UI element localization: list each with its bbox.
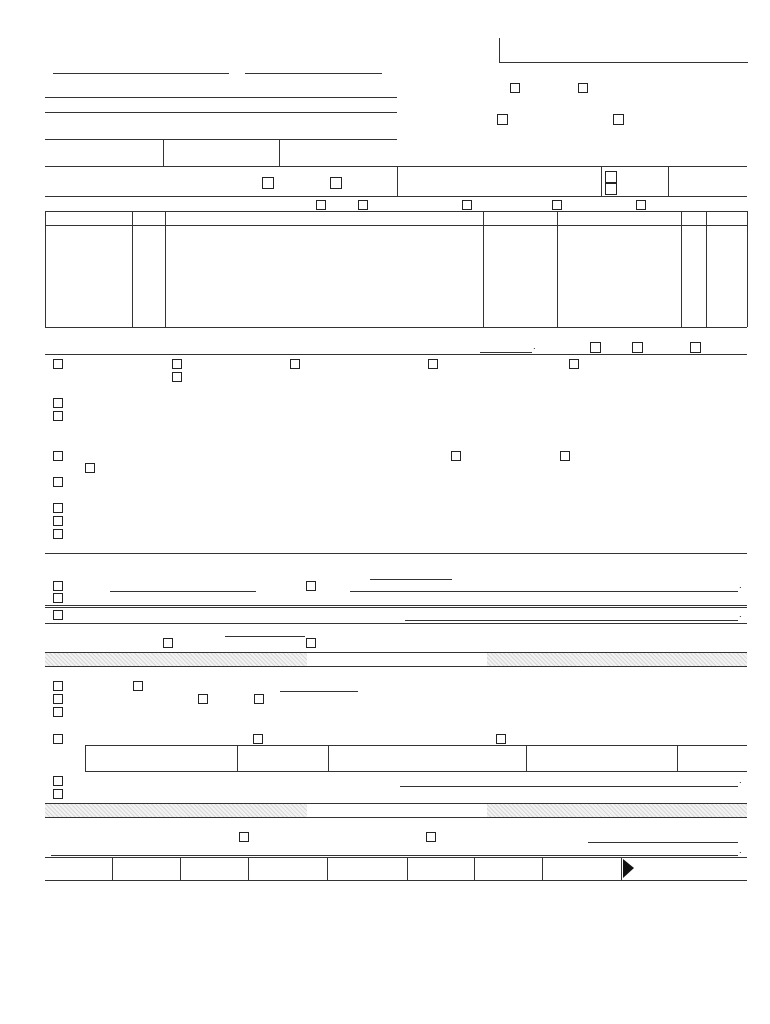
hate-crime-checkbox[interactable] — [428, 359, 438, 369]
other-custody-field[interactable] — [350, 591, 738, 592]
alford-checkbox[interactable] — [358, 200, 368, 210]
county-line[interactable] — [53, 73, 229, 74]
level-2-checkbox[interactable] — [632, 342, 643, 353]
term-field[interactable] — [370, 579, 452, 580]
waived-attorney-checkbox[interactable] — [330, 177, 342, 189]
monetary-band — [45, 803, 747, 818]
suspension-4-checkbox[interactable] — [53, 776, 63, 786]
finding-8-checkbox[interactable] — [53, 529, 63, 539]
comply-file-field[interactable] — [400, 786, 738, 787]
probation-months-field[interactable] — [280, 691, 358, 692]
suspension-5-checkbox[interactable] — [53, 789, 63, 799]
schedule-field[interactable] — [588, 842, 738, 843]
no-contest-checkbox[interactable] — [462, 200, 472, 210]
gang-misdemeanor-checkbox[interactable] — [569, 359, 579, 369]
supervision-checkbox[interactable] — [53, 681, 63, 691]
offense-table-body[interactable] — [46, 226, 746, 326]
credit-days-field[interactable] — [225, 636, 305, 637]
expiration-checkbox[interactable] — [53, 610, 63, 620]
trial-jury-checkbox[interactable] — [636, 200, 646, 210]
finding-2-checkbox[interactable] — [53, 398, 63, 408]
drugs-checkbox[interactable] — [290, 359, 300, 369]
level-1-checkbox[interactable] — [590, 342, 601, 353]
finding-1b-checkbox[interactable] — [172, 372, 182, 382]
seat-line[interactable] — [245, 73, 382, 74]
appointed-checkbox[interactable] — [605, 171, 617, 183]
prior-convictions-field[interactable] — [480, 352, 532, 353]
community-checkbox[interactable] — [497, 114, 508, 125]
finding-1a-checkbox[interactable] — [172, 359, 182, 369]
intermediate-checkbox[interactable] — [613, 114, 624, 125]
expiration-sentence-checkbox[interactable] — [496, 734, 506, 744]
schedule-officer-checkbox[interactable] — [239, 832, 249, 842]
shorter-checkbox[interactable] — [254, 694, 264, 704]
unsupervised-checkbox[interactable] — [133, 681, 143, 691]
suspension-2-checkbox[interactable] — [53, 707, 63, 717]
monetary-title — [307, 804, 487, 817]
finding-7-checkbox[interactable] — [53, 516, 63, 526]
district-checkbox[interactable] — [510, 83, 520, 93]
other-custody-checkbox[interactable] — [306, 581, 316, 591]
suspension-title — [307, 653, 487, 666]
released-checkbox[interactable] — [253, 734, 263, 744]
suspension-3-checkbox[interactable] — [53, 734, 63, 744]
trial-judge-checkbox[interactable] — [552, 200, 562, 210]
finding-4-special-checkbox[interactable] — [85, 463, 95, 473]
schedule-court-checkbox[interactable] — [426, 832, 436, 842]
sexual-abuse-checkbox[interactable] — [560, 451, 570, 461]
plea-checkbox[interactable] — [316, 200, 326, 210]
total-arrow-icon — [622, 857, 636, 880]
suspension-1-checkbox[interactable] — [53, 694, 63, 704]
finding-1-checkbox[interactable] — [53, 359, 63, 369]
sheriff-county-field[interactable] — [110, 591, 256, 592]
suspension-band — [45, 652, 747, 667]
expiration-file-field[interactable] — [405, 620, 738, 621]
file-no-field[interactable] — [499, 38, 748, 63]
special-probation-checkbox[interactable] — [306, 638, 316, 648]
defendant-name-field[interactable] — [45, 124, 397, 138]
schedule-field-2[interactable] — [51, 855, 738, 856]
finding-6-checkbox[interactable] — [53, 503, 63, 513]
not-indigent-checkbox[interactable] — [262, 177, 274, 189]
longer-checkbox[interactable] — [198, 694, 208, 704]
superior-checkbox[interactable] — [578, 83, 588, 93]
sheriff-checkbox[interactable] — [53, 581, 63, 591]
finding-5-checkbox[interactable] — [53, 477, 63, 487]
misdemeanant-checkbox[interactable] — [53, 593, 63, 603]
finding-3-checkbox[interactable] — [53, 411, 63, 421]
level-3-checkbox[interactable] — [690, 342, 701, 353]
retained-checkbox[interactable] — [605, 183, 617, 195]
physical-mental-checkbox[interactable] — [451, 451, 461, 461]
finding-4-checkbox[interactable] — [53, 451, 63, 461]
sentence-imposed-checkbox[interactable] — [163, 638, 173, 648]
